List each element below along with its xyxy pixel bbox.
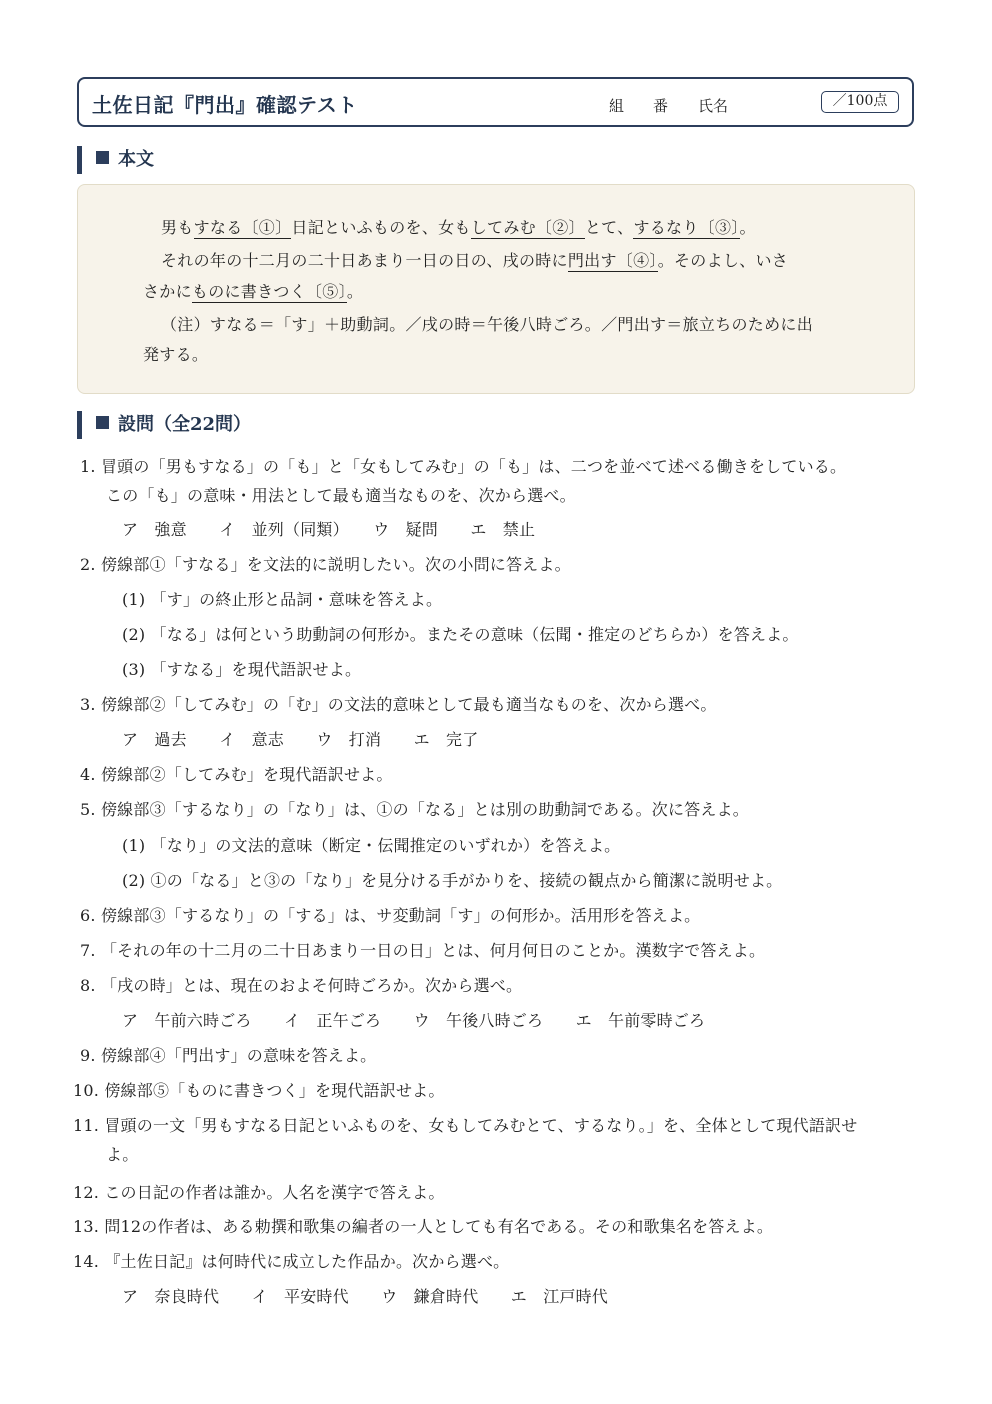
- section-heading-honbun: [77, 146, 154, 174]
- section-heading-setsumon: [77, 411, 251, 439]
- question-8: 8. 「戌の時」とは、現在のおよそ何時ごろか。次から選べ。: [80, 976, 523, 995]
- question-5-sub-1: (1) 「なり」の文法的意味（断定・伝聞推定のいずれか）を答えよ。: [122, 836, 621, 855]
- question-12: 12. この日記の作者は誰か。人名を漢字で答えよ。: [73, 1183, 445, 1202]
- passage-box: [77, 184, 915, 394]
- section-title: 本文: [118, 149, 154, 170]
- question-2-sub-3: (3) 「すなる」を現代語訳せよ。: [122, 660, 362, 679]
- question-4: 4. 傍線部②「してみむ」を現代語訳せよ。: [80, 765, 393, 784]
- question-2-sub-1: (1) 「す」の終止形と品詞・意味を答えよ。: [122, 590, 443, 609]
- question-5-sub-2: (2) ①の「なる」と③の「なり」を見分ける手がかりを、接続の観点から簡潔に説明せよ。: [122, 871, 783, 890]
- name-label: 氏名: [698, 97, 729, 115]
- section-title: 設問（全22問）: [118, 414, 252, 435]
- passage-line-3: さかにものに書きつく〔⑤〕。: [143, 282, 364, 301]
- number-label: 番: [653, 97, 669, 115]
- square-bullet-icon: [96, 416, 109, 429]
- underline-2: してみむ〔②〕: [470, 218, 585, 237]
- test-title: 土佐日記『門出』確認テスト: [92, 93, 358, 117]
- question-7: 7. 「それの年の十二月の二十日あまり一日の日」とは、何月何日のことか。漢数字で答えよ。: [80, 941, 766, 960]
- question-9: 9. 傍線部④「門出す」の意味を答えよ。: [80, 1046, 377, 1065]
- question-1-cont: この「も」の意味・用法として最も適当なものを、次から選べ。: [106, 486, 576, 505]
- question-2-sub-2: (2) 「なる」は何という助動詞の何形か。またその意味（伝聞・推定のどちらか）を答えよ。: [122, 625, 799, 644]
- question-10: 10. 傍線部⑤「ものに書きつく」を現代語訳せよ。: [73, 1081, 445, 1100]
- passage-line-1: 男もすなる〔①〕日記といふものを、女もしてみむ〔②〕とて、するなり〔③〕。: [161, 218, 756, 237]
- question-1-options: ア 強意 イ 並列（同類） ウ 疑問 エ 禁止: [122, 520, 536, 539]
- underline-4: 門出す〔④〕: [567, 251, 658, 270]
- question-11-cont: よ。: [106, 1145, 139, 1164]
- square-bullet-icon: [96, 151, 109, 164]
- passage-note-1: （注）すなる＝「す」＋助動詞。／戌の時＝午後八時ごろ。／門出す＝旅立ちのために出: [161, 315, 814, 334]
- underline-5: ものに書きつく〔⑤〕: [191, 282, 347, 301]
- test-header: [77, 77, 914, 127]
- question-3-options: ア 過去 イ 意志 ウ 打消 エ 完了: [122, 730, 479, 749]
- question-14-options: ア 奈良時代 イ 平安時代 ウ 鎌倉時代 エ 江戸時代: [122, 1287, 609, 1306]
- question-14: 14. 『土佐日記』は何時代に成立した作品か。次から選べ。: [73, 1252, 510, 1271]
- passage-line-2: それの年の十二月の二十日あまり一日の日の、戌の時に門出す〔④〕。そのよし、いさ: [161, 251, 789, 270]
- question-1: 1. 冒頭の「男もすなる」の「も」と「女もしてみむ」の「も」は、二つを並べて述べる働きをしている。: [80, 457, 847, 476]
- underline-1: すなる〔①〕: [193, 218, 292, 237]
- question-11: 11. 冒頭の一文「男もすなる日記といふものを、女もしてみむとて、するなり。」を、全体として現代語訳せ: [73, 1116, 858, 1135]
- question-8-options: ア 午前六時ごろ イ 正午ごろ ウ 午後八時ごろ エ 午前零時ごろ: [122, 1011, 706, 1030]
- passage-note-2: 発する。: [143, 345, 209, 364]
- question-6: 6. 傍線部③「するなり」の「する」は、サ変動詞「す」の何形か。活用形を答えよ。: [80, 906, 701, 925]
- question-3: 3. 傍線部②「してみむ」の「む」の文法的意味として最も適当なものを、次から選べ。: [80, 695, 717, 714]
- question-2: 2. 傍線部①「すなる」を文法的に説明したい。次の小問に答えよ。: [80, 555, 571, 574]
- question-13: 13. 問12の作者は、ある勅撰和歌集の編者の一人としても有名である。その和歌集名を答えよ。: [73, 1217, 774, 1236]
- class-label: 組: [609, 97, 625, 115]
- question-5: 5. 傍線部③「するなり」の「なり」は、①の「なる」とは別の助動詞である。次に答えよ。: [80, 800, 749, 819]
- underline-3: するなり〔③〕: [633, 218, 740, 237]
- score-box: ／100点: [821, 91, 899, 113]
